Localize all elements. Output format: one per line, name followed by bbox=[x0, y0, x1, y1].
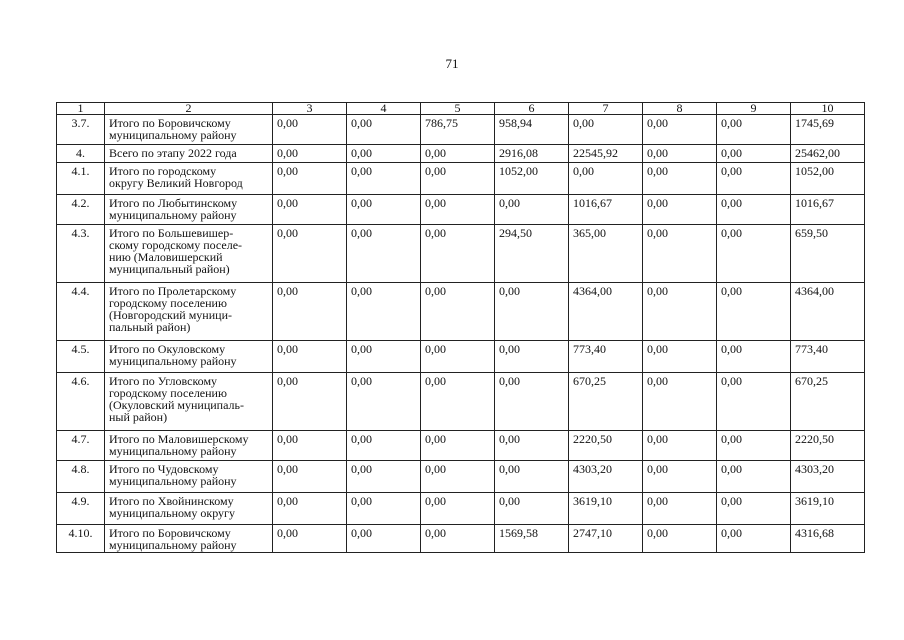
row-name-line: муниципальному округу bbox=[109, 506, 235, 520]
row-name-line: пальный район) bbox=[109, 320, 191, 334]
row-name-line: муниципальному району bbox=[109, 538, 237, 552]
table-row bbox=[57, 283, 865, 341]
value-cell: 0,00 bbox=[347, 145, 421, 163]
value-cell: 0,00 bbox=[273, 493, 347, 525]
row-number: 4.7. bbox=[57, 431, 105, 461]
value-cell: 0,00 bbox=[643, 373, 717, 431]
row-name-line: муниципальному району bbox=[109, 128, 237, 142]
value-cell: 0,00 bbox=[273, 115, 347, 145]
row-name-line: Итого по Большевишер- bbox=[109, 226, 234, 240]
value-cell: 0,00 bbox=[495, 431, 569, 461]
row-name-line: Итого по Хвойнинскому bbox=[109, 494, 234, 508]
value-cell: 0,00 bbox=[421, 145, 495, 163]
value-cell: 22545,92 bbox=[569, 145, 643, 163]
value-cell: 1016,67 bbox=[791, 195, 865, 225]
value-cell: 0,00 bbox=[495, 373, 569, 431]
value-cell: 0,00 bbox=[347, 461, 421, 493]
row-number: 4.9. bbox=[57, 493, 105, 525]
value-cell: 2747,10 bbox=[569, 525, 643, 553]
row-name bbox=[105, 225, 273, 283]
value-cell: 0,00 bbox=[495, 195, 569, 225]
row-number: 4.10. bbox=[57, 525, 105, 553]
value-cell: 4364,00 bbox=[569, 283, 643, 341]
value-cell: 0,00 bbox=[421, 225, 495, 283]
value-cell: 0,00 bbox=[273, 525, 347, 553]
value-cell: 0,00 bbox=[273, 341, 347, 373]
value-cell: 3619,10 bbox=[569, 493, 643, 525]
value-cell: 4364,00 bbox=[791, 283, 865, 341]
value-cell: 0,00 bbox=[717, 145, 791, 163]
row-name-line: Итого по Чудовскому bbox=[109, 462, 219, 476]
value-cell: 0,00 bbox=[273, 283, 347, 341]
row-name bbox=[105, 525, 273, 553]
value-cell: 0,00 bbox=[347, 525, 421, 553]
row-name bbox=[105, 341, 273, 373]
row-name-line: Всего по этапу 2022 года bbox=[109, 146, 237, 160]
table-row bbox=[57, 373, 865, 431]
value-cell: 0,00 bbox=[717, 283, 791, 341]
value-cell: 0,00 bbox=[421, 283, 495, 341]
row-name bbox=[105, 283, 273, 341]
value-cell: 0,00 bbox=[717, 431, 791, 461]
value-cell: 0,00 bbox=[421, 431, 495, 461]
row-name-line: городскому поселению bbox=[109, 296, 227, 310]
row-name bbox=[105, 493, 273, 525]
row-name bbox=[105, 373, 273, 431]
row-number: 3.7. bbox=[57, 115, 105, 145]
value-cell: 0,00 bbox=[273, 431, 347, 461]
table-row bbox=[57, 525, 865, 553]
value-cell: 0,00 bbox=[495, 341, 569, 373]
row-name bbox=[105, 431, 273, 461]
value-cell: 0,00 bbox=[717, 373, 791, 431]
row-name-line: городскому поселению bbox=[109, 386, 227, 400]
row-name-line: округу Великий Новгород bbox=[109, 176, 243, 190]
column-number: 9 bbox=[717, 103, 791, 115]
row-number: 4.8. bbox=[57, 461, 105, 493]
value-cell: 0,00 bbox=[273, 225, 347, 283]
table-row bbox=[57, 341, 865, 373]
value-cell: 0,00 bbox=[569, 115, 643, 145]
row-number: 4.2. bbox=[57, 195, 105, 225]
table-row bbox=[57, 163, 865, 195]
table-row bbox=[57, 431, 865, 461]
value-cell: 0,00 bbox=[495, 283, 569, 341]
value-cell: 0,00 bbox=[717, 525, 791, 553]
value-cell: 0,00 bbox=[495, 461, 569, 493]
budget-table bbox=[56, 102, 865, 553]
value-cell: 0,00 bbox=[347, 431, 421, 461]
value-cell: 0,00 bbox=[421, 195, 495, 225]
value-cell: 0,00 bbox=[643, 195, 717, 225]
column-number-row bbox=[57, 103, 865, 115]
value-cell: 0,00 bbox=[421, 525, 495, 553]
column-number: 7 bbox=[569, 103, 643, 115]
value-cell: 2220,50 bbox=[791, 431, 865, 461]
value-cell: 0,00 bbox=[643, 163, 717, 195]
value-cell: 1052,00 bbox=[791, 163, 865, 195]
value-cell: 4316,68 bbox=[791, 525, 865, 553]
value-cell: 0,00 bbox=[717, 195, 791, 225]
table-row bbox=[57, 461, 865, 493]
column-number: 8 bbox=[643, 103, 717, 115]
row-name-line: (Окуловский муниципаль- bbox=[109, 398, 244, 412]
row-number: 4.6. bbox=[57, 373, 105, 431]
value-cell: 0,00 bbox=[717, 341, 791, 373]
row-name bbox=[105, 163, 273, 195]
column-number: 6 bbox=[495, 103, 569, 115]
value-cell: 0,00 bbox=[643, 115, 717, 145]
value-cell: 0,00 bbox=[643, 431, 717, 461]
row-name-line: Итого по Боровичскому bbox=[109, 116, 231, 130]
value-cell: 0,00 bbox=[347, 341, 421, 373]
column-number: 10 bbox=[791, 103, 865, 115]
value-cell: 1052,00 bbox=[495, 163, 569, 195]
row-name bbox=[105, 115, 273, 145]
value-cell: 0,00 bbox=[717, 493, 791, 525]
value-cell: 0,00 bbox=[347, 195, 421, 225]
table-row bbox=[57, 195, 865, 225]
value-cell: 0,00 bbox=[273, 461, 347, 493]
table-row bbox=[57, 145, 865, 163]
value-cell: 0,00 bbox=[569, 163, 643, 195]
value-cell: 2916,08 bbox=[495, 145, 569, 163]
table-row bbox=[57, 115, 865, 145]
row-number: 4.1. bbox=[57, 163, 105, 195]
column-number: 2 bbox=[105, 103, 273, 115]
row-name-line: скому городскому поселе- bbox=[109, 238, 243, 252]
row-name-line: муниципальному району bbox=[109, 208, 237, 222]
value-cell: 1016,67 bbox=[569, 195, 643, 225]
table-row bbox=[57, 493, 865, 525]
row-name-line: нию (Маловишерский bbox=[109, 250, 223, 264]
row-name-line: муниципальный район) bbox=[109, 262, 230, 276]
value-cell: 294,50 bbox=[495, 225, 569, 283]
row-name-line: Итого по Окуловскому bbox=[109, 342, 226, 356]
value-cell: 2220,50 bbox=[569, 431, 643, 461]
value-cell: 0,00 bbox=[347, 373, 421, 431]
column-number: 5 bbox=[421, 103, 495, 115]
value-cell: 0,00 bbox=[421, 461, 495, 493]
value-cell: 0,00 bbox=[421, 341, 495, 373]
table-row bbox=[57, 225, 865, 283]
row-name-line: Итого по Пролетарскому bbox=[109, 284, 237, 298]
value-cell: 365,00 bbox=[569, 225, 643, 283]
row-number: 4.3. bbox=[57, 225, 105, 283]
value-cell: 0,00 bbox=[643, 145, 717, 163]
value-cell: 0,00 bbox=[347, 225, 421, 283]
row-name bbox=[105, 461, 273, 493]
page-number: 71 bbox=[445, 56, 459, 71]
value-cell: 0,00 bbox=[643, 461, 717, 493]
value-cell: 670,25 bbox=[791, 373, 865, 431]
value-cell: 0,00 bbox=[347, 163, 421, 195]
value-cell: 0,00 bbox=[273, 195, 347, 225]
value-cell: 670,25 bbox=[569, 373, 643, 431]
value-cell: 0,00 bbox=[717, 225, 791, 283]
value-cell: 0,00 bbox=[347, 493, 421, 525]
row-number: 4.4. bbox=[57, 283, 105, 341]
value-cell: 773,40 bbox=[791, 341, 865, 373]
value-cell: 4303,20 bbox=[569, 461, 643, 493]
row-name-line: (Новгородский муници- bbox=[109, 308, 232, 322]
value-cell: 659,50 bbox=[791, 225, 865, 283]
value-cell: 1569,58 bbox=[495, 525, 569, 553]
value-cell: 0,00 bbox=[643, 493, 717, 525]
row-number: 4. bbox=[57, 145, 105, 163]
value-cell: 25462,00 bbox=[791, 145, 865, 163]
value-cell: 0,00 bbox=[643, 225, 717, 283]
value-cell: 4303,20 bbox=[791, 461, 865, 493]
column-number: 3 bbox=[273, 103, 347, 115]
value-cell: 0,00 bbox=[717, 115, 791, 145]
row-name-line: Итого по Боровичскому bbox=[109, 526, 231, 540]
value-cell: 773,40 bbox=[569, 341, 643, 373]
row-name-line: муниципальному району bbox=[109, 354, 237, 368]
value-cell: 0,00 bbox=[421, 493, 495, 525]
value-cell: 958,94 bbox=[495, 115, 569, 145]
row-number: 4.5. bbox=[57, 341, 105, 373]
value-cell: 0,00 bbox=[643, 341, 717, 373]
value-cell: 0,00 bbox=[421, 373, 495, 431]
column-number: 1 bbox=[57, 103, 105, 115]
row-name-line: Итого по Любытинскому bbox=[109, 196, 238, 210]
row-name-line: Итого по городскому bbox=[109, 164, 217, 178]
value-cell: 0,00 bbox=[495, 493, 569, 525]
row-name bbox=[105, 195, 273, 225]
row-name-line: муниципальному району bbox=[109, 444, 237, 458]
value-cell: 3619,10 bbox=[791, 493, 865, 525]
row-name bbox=[105, 145, 273, 163]
value-cell: 786,75 bbox=[421, 115, 495, 145]
row-name-line: муниципальному району bbox=[109, 474, 237, 488]
value-cell: 0,00 bbox=[643, 283, 717, 341]
column-number: 4 bbox=[347, 103, 421, 115]
row-name-line: Итого по Угловскому bbox=[109, 374, 218, 388]
value-cell: 0,00 bbox=[273, 145, 347, 163]
value-cell: 0,00 bbox=[347, 115, 421, 145]
value-cell: 0,00 bbox=[273, 373, 347, 431]
value-cell: 0,00 bbox=[717, 163, 791, 195]
row-name-line: Итого по Маловишерскому bbox=[109, 432, 249, 446]
value-cell: 0,00 bbox=[273, 163, 347, 195]
value-cell: 1745,69 bbox=[791, 115, 865, 145]
value-cell: 0,00 bbox=[421, 163, 495, 195]
value-cell: 0,00 bbox=[643, 525, 717, 553]
value-cell: 0,00 bbox=[347, 283, 421, 341]
row-name-line: ный район) bbox=[109, 410, 168, 424]
value-cell: 0,00 bbox=[717, 461, 791, 493]
